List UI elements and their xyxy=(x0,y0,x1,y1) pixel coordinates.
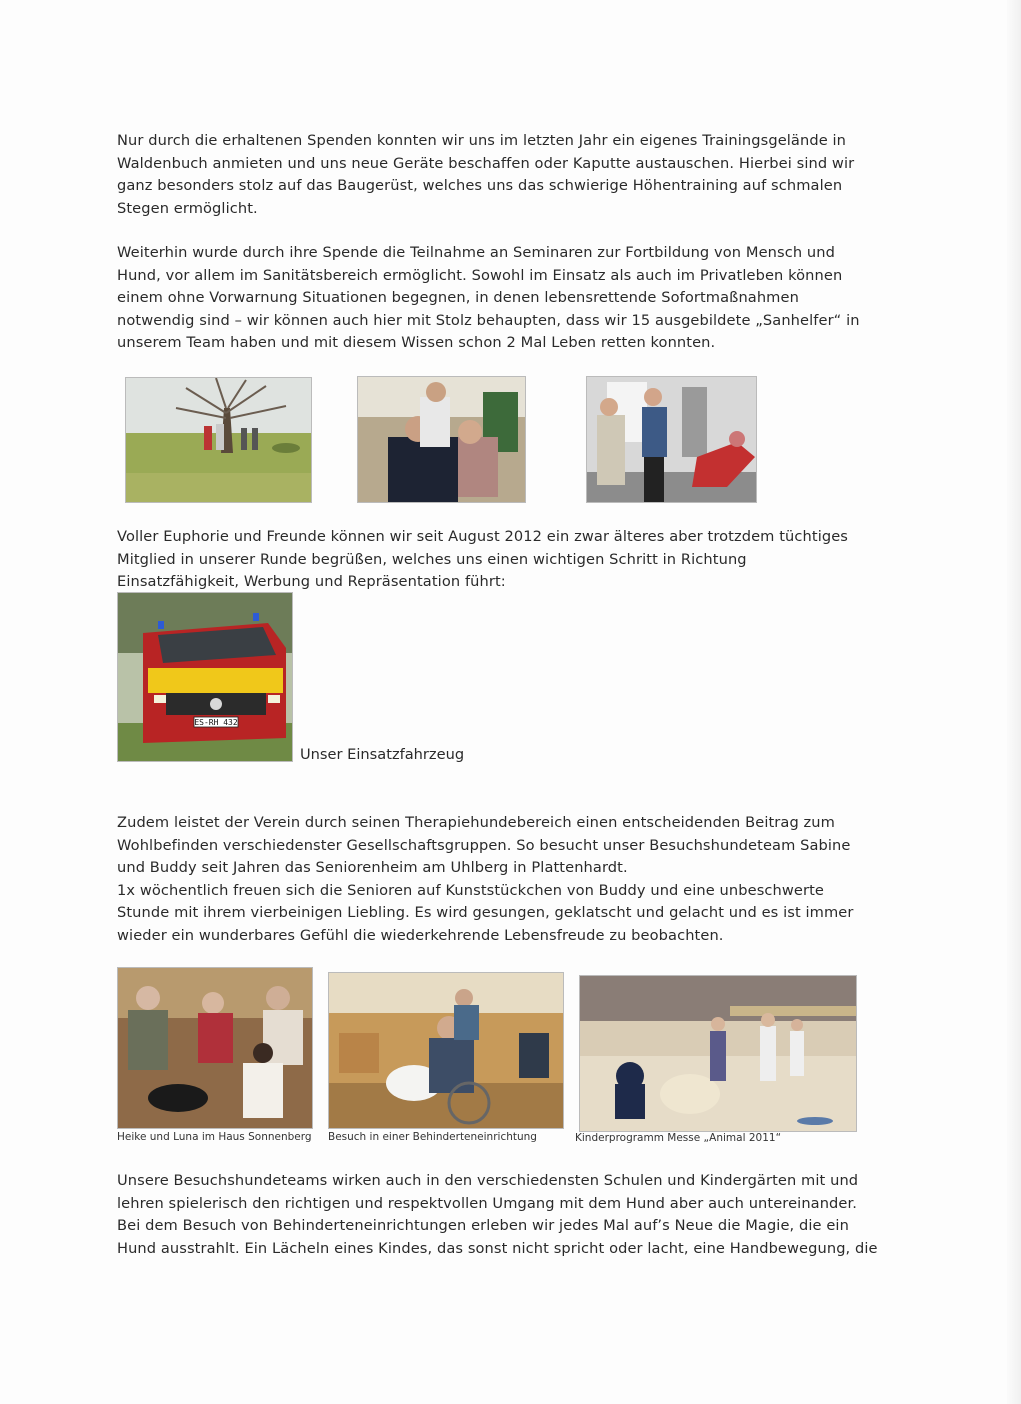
photo-seniors-home xyxy=(117,967,313,1129)
photo-cpr-dummy xyxy=(586,376,757,503)
photo-emergency-vehicle xyxy=(117,592,293,762)
photo-disability-facility xyxy=(328,972,564,1129)
caption-photo1: Heike und Luna im Haus Sonnenberg xyxy=(117,1131,312,1143)
paragraph-training-ground: Nur durch die erhaltenen Spenden konnten wir uns im letzten Jahr ein eigenes Trainingsgelände in Waldenbuch anmieten und uns neue Geräte beschaffen oder Kaputte austauschen. Hierbei sind wir ganz besonders stolz auf das Baugerüst, welches uns das schwierige Höhentraining auf schmalen Stegen ermöglicht. xyxy=(117,132,855,217)
caption-photo3: Kinderprogramm Messe „Animal 2011“ xyxy=(575,1132,782,1144)
paragraph-schools: Unsere Besuchshundeteams wirken auch in den verschiedensten Schulen und Kindergärten mit und lehren spielerisch den richtigen und respektvollen Umgang mit dem Hund aber auch untereinander. Bei dem Besuch von Behinderteneinrichtungen erleben wir jedes Mal auf’s Neue die Magie, die ein Hund ausstrahlt. Ein Lächeln eines Kindes, das sonst nicht spricht oder lacht, eine Handbewegung, die xyxy=(117,1172,878,1257)
paragraph-seminars: Weiterhin wurde durch ihre Spende die Teilnahme an Seminaren zur Fortbildung von Mensch und Hund, vor allem im Sanitätsbereich ermöglicht. Sowohl im Einsatz als auch im Privatleben können einem ohne Vorwarnung Situationen begegnen, in denen lebensrettende Sofortmaßnahmen notwendig sind – wir können auch hier mit Stolz behaupten, dass wir 15 ausgebildete „Sanhelfer“ in unserem Team haben und mit diesem Wissen schon 2 Mal Leben retten konnten. xyxy=(117,244,860,351)
vehicle-caption: Unser Einsatzfahrzeug xyxy=(300,746,465,763)
paragraph-therapy-dogs: Zudem leistet der Verein durch seinen Therapiehundebereich einen entscheidenden Beitrag zum Wohlbefinden verschiedenster Gesellschaftsgruppen. So besucht unser Besuchshundeteam Sabine und Buddy seit Jahren das Seniorenheim am Uhlberg in Plattenhardt. 1x wöchentlich freuen sich die Senioren auf Kunststückchen von Buddy und eine unbeschwerte Stunde mit ihrem vierbeinigen Liebling. Es wird gesungen, geklatscht und gelacht und es ist immer wieder ein wunderbares Gefühl die wiederkehrende Lebensfreude zu beobachten. xyxy=(117,814,854,944)
photo-first-aid-training xyxy=(357,376,526,503)
page-edge xyxy=(1007,0,1021,1404)
paragraph-new-member: Voller Euphorie und Freunde können wir seit August 2012 ein zwar älteres aber trotzdem tüchtiges Mitglied in unserer Runde begrüßen, welches uns einen wichtigen Schritt in Richtung Einsatzfähigkeit, Werbung und Repräsentation führt: xyxy=(117,528,848,590)
photo-training-field xyxy=(125,377,312,503)
license-plate: ES-RH 432 xyxy=(194,718,238,727)
photo-animal-fair xyxy=(579,975,857,1132)
caption-photo2: Besuch in einer Behinderteneinrichtung xyxy=(328,1131,537,1143)
